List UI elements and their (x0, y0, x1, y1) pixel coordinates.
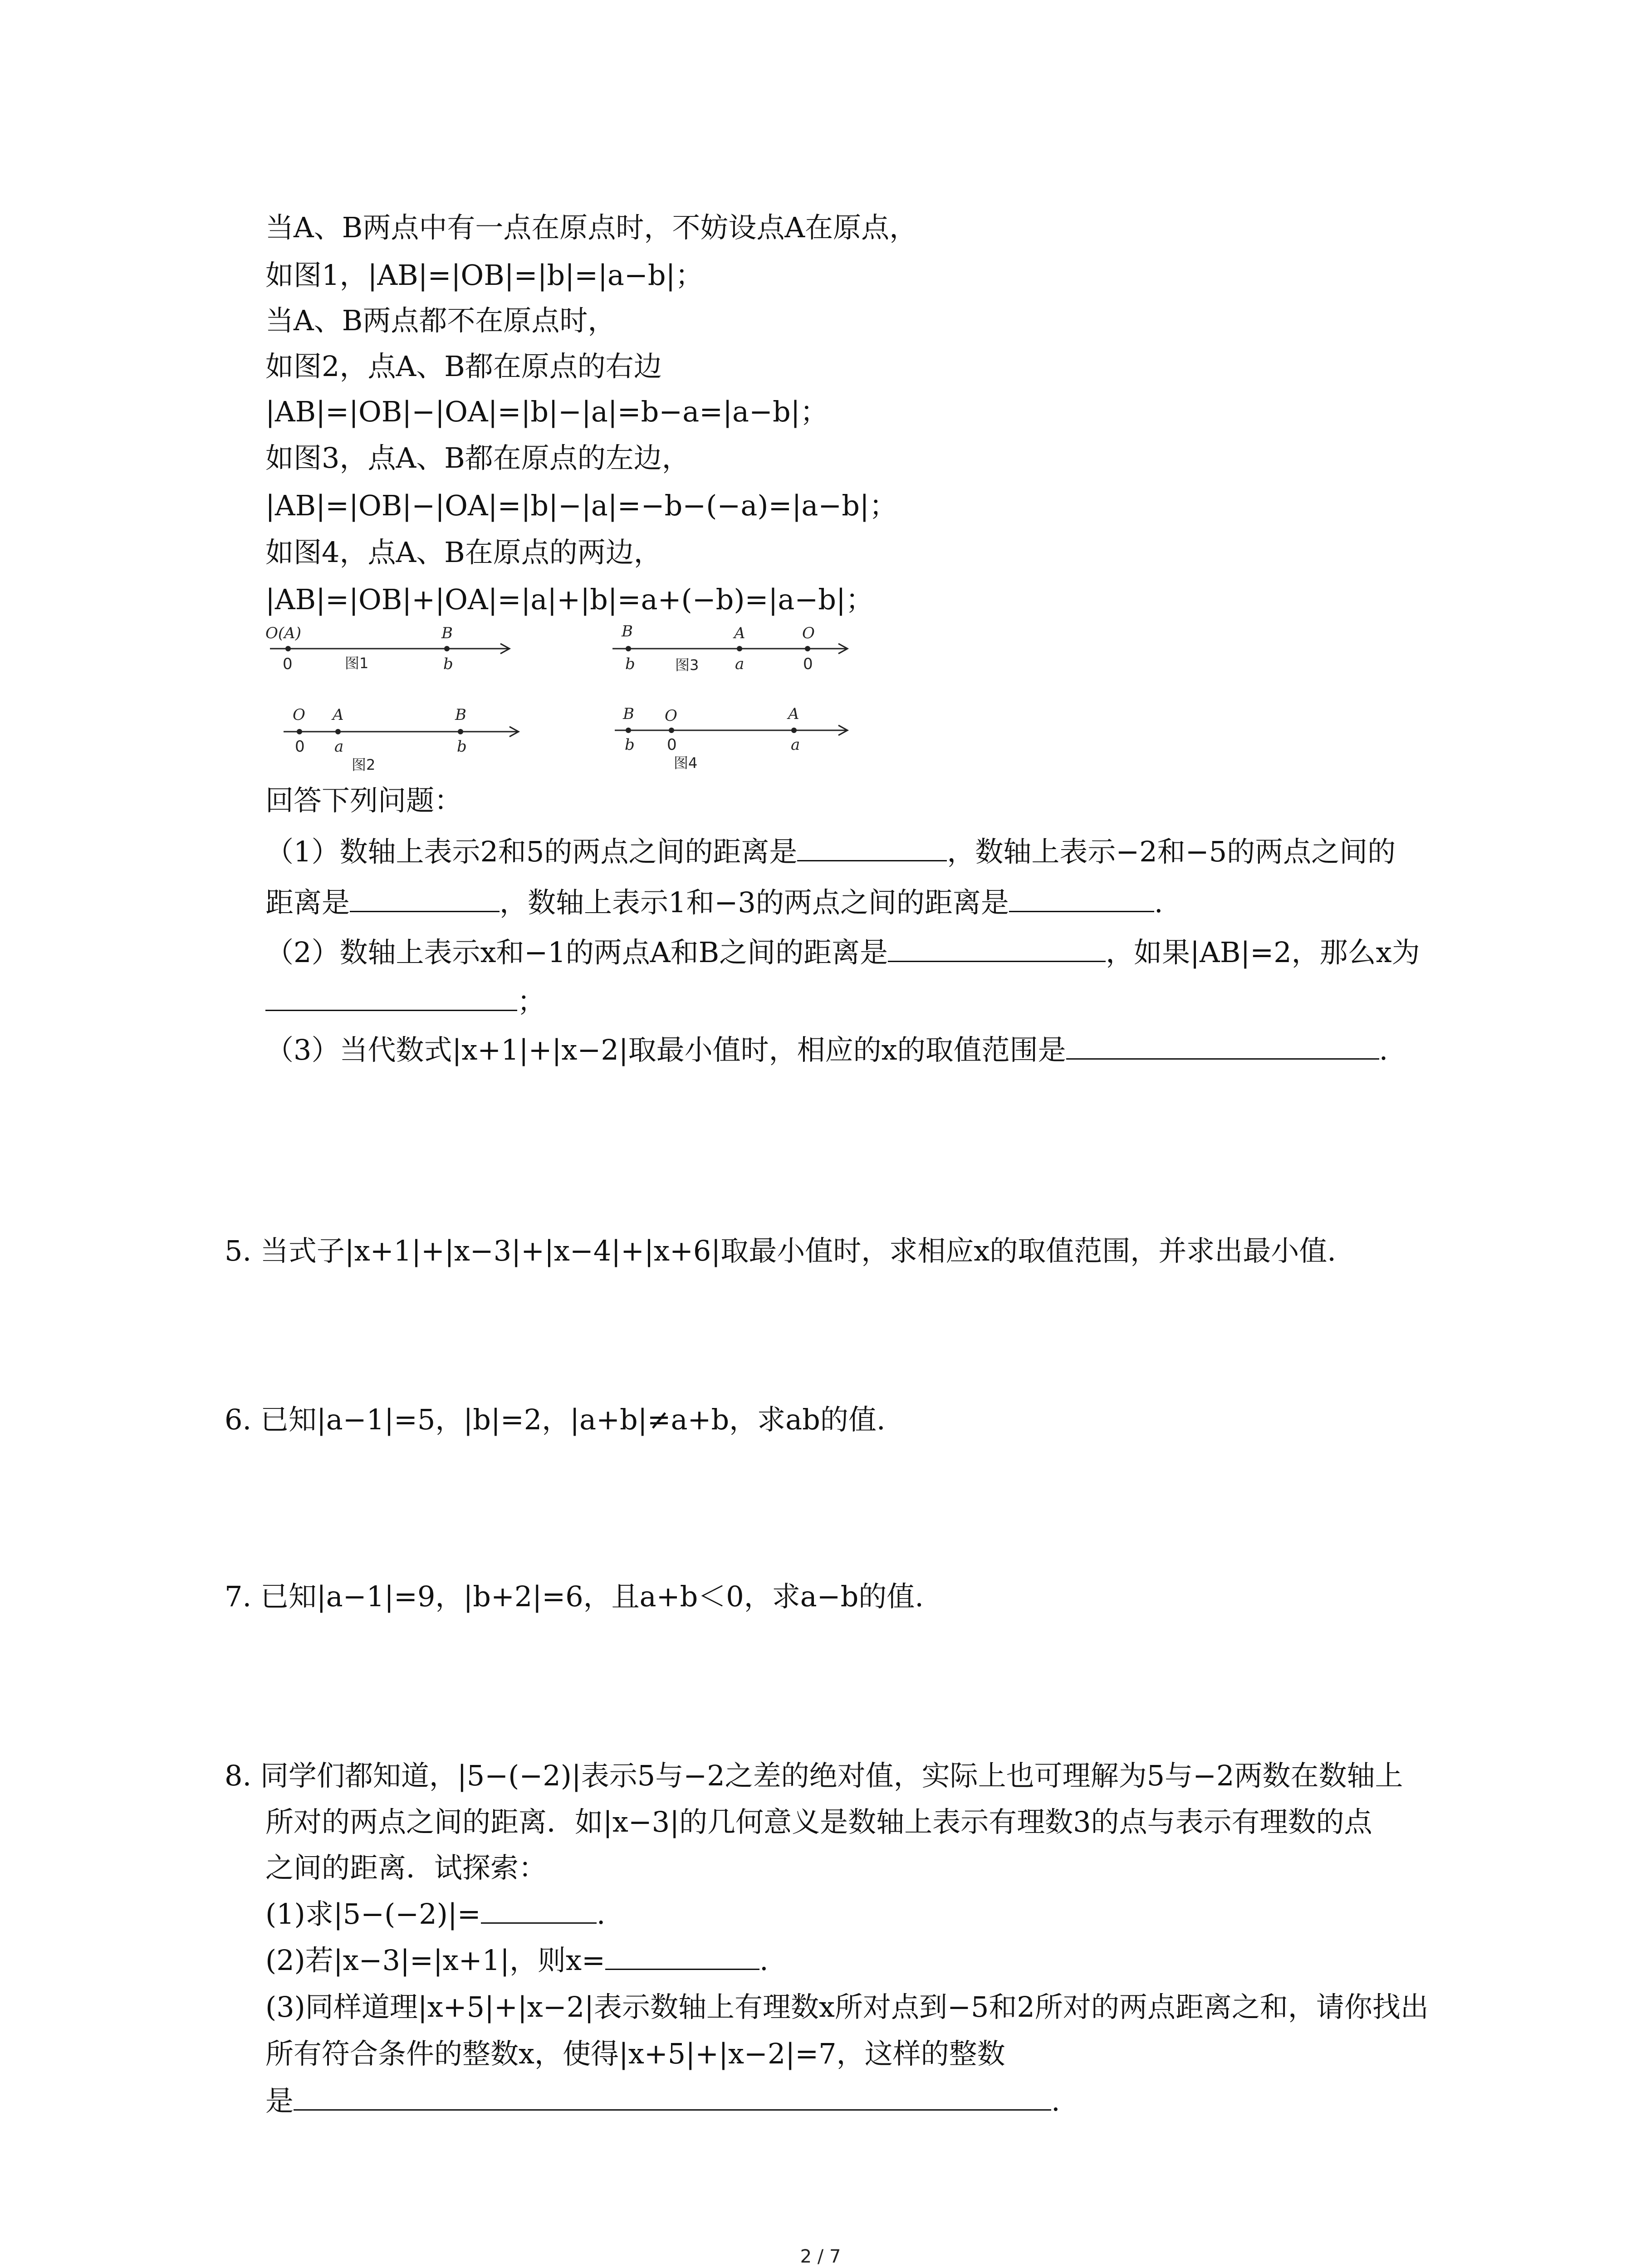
q4-p2-text-c: ； (517, 985, 546, 1018)
q4-part2-line2 (265, 983, 545, 1020)
fig1-label-b-value: b (443, 655, 453, 673)
q4-part1-line2 (265, 885, 1163, 921)
fig1-point-origin (285, 646, 291, 651)
fig1-caption: 图1 (345, 655, 369, 672)
q4-p2-answer-blank-1[interactable] (888, 935, 1106, 962)
q4-p1-answer-blank-1[interactable] (797, 835, 947, 861)
q4-p1-text-d: ，数轴上表示1和−3的两点之间的距离是 (500, 886, 1009, 919)
q4-p1-text-a: （1）数轴上表示2和5的两点之间的距离是 (265, 835, 798, 868)
intro-line-2: 如图1，|AB|=|OB|=|b|=|a−b|； (265, 259, 704, 292)
fig2-caption: 图2 (352, 756, 376, 773)
fig4-label-a-value: a (791, 736, 800, 754)
fig4-label-b-value: b (625, 736, 635, 754)
fig2-label-a-value: a (334, 738, 344, 756)
intro-line-4: 如图2，点A、B都在原点的右边 (265, 350, 662, 383)
q8-part2-line (265, 1942, 769, 1979)
fig3-label-b-value: b (625, 655, 635, 673)
figure-1 (265, 624, 519, 684)
fig2-label-b-value: b (457, 738, 467, 756)
question-6: 6. 已知|a−1|=5，|b|=2，|a+b|≠a+b，求ab的值. (225, 1403, 886, 1436)
q8-p1-answer-blank[interactable] (481, 1897, 597, 1924)
question-8-line-3: 之间的距离．试探索： (265, 1851, 547, 1884)
fig1-label-zero: 0 (283, 655, 293, 673)
q8-part3-line-1: (3)同样道理|x+5|+|x−2|表示数轴上有理数x所对点到−5和2所对的两点距离之和，请你找出 (265, 1990, 1429, 2024)
q4-p1-answer-blank-2[interactable] (350, 885, 500, 912)
fig4-point-a (791, 728, 797, 733)
page-number: 2 / 7 (800, 2246, 841, 2267)
q4-p1-text-e: . (1154, 886, 1163, 919)
fig1-label-b: B (441, 624, 453, 642)
q8-p2-text-b: . (759, 1944, 769, 1977)
fig2-label-b: B (455, 706, 466, 724)
fig1-point-b (444, 646, 450, 651)
q8-part3-line-3 (265, 2083, 1060, 2119)
q4-p3-answer-blank[interactable] (1066, 1033, 1379, 1060)
q4-p2-text-a: （2）数轴上表示x和−1的两点A和B之间的距离是 (265, 936, 888, 969)
q8-p2-text-a: (2)若|x−3|=|x+1|，则x= (265, 1944, 605, 1977)
q4-p3-text-b: . (1379, 1033, 1388, 1066)
q4-p2-text-b: ，如果|AB|=2，那么x为 (1106, 936, 1420, 969)
fig3-label-zero: 0 (803, 655, 813, 673)
fig1-label-oa: O(A) (265, 624, 301, 642)
fig3-caption: 图3 (675, 656, 699, 674)
fig3-label-b: B (622, 622, 633, 640)
fig3-point-b (626, 646, 631, 651)
q8-p3-text-d: . (1051, 2084, 1060, 2117)
question-8-line-2: 所对的两点之间的距离．如|x−3|的几何意义是数轴上表示有理数3的点与表示有理数的点 (265, 1805, 1372, 1838)
q8-p3-text-c: 是 (265, 2084, 294, 2117)
fig2-point-b (458, 729, 463, 734)
q8-part1-line (265, 1896, 605, 1932)
q8-p1-text-b: . (596, 1897, 606, 1931)
question-5: 5. 当式子|x+1|+|x−3|+|x−4|+|x+6|取最小值时，求相应x的取值范围，并求出最小值. (225, 1234, 1336, 1267)
fig2-label-zero: 0 (295, 738, 305, 756)
q4-part2-line1 (265, 934, 1420, 971)
fig4-label-o: O (665, 707, 677, 725)
q4-p2-answer-blank-2[interactable] (265, 984, 517, 1011)
fig4-point-o (669, 728, 674, 733)
fig2-point-a (335, 729, 341, 734)
fig3-point-a (737, 646, 742, 651)
q4-p1-text-b: ，数轴上表示−2和−5的两点之间的 (947, 835, 1396, 868)
fig3-label-a: A (734, 624, 745, 642)
intro-line-9: |AB|=|OB|+|OA|=|a|+|b|=a+(−b)=|a−b|； (265, 583, 874, 616)
intro-line-7: |AB|=|OB|−|OA|=|b|−|a|=−b−(−a)=|a−b|； (265, 489, 897, 522)
fig4-label-zero: 0 (667, 736, 677, 754)
q8-part3-line-2: 所有符合条件的整数x，使得|x+5|+|x−2|=7，这样的整数 (265, 2037, 1005, 2070)
figure-2 (279, 706, 533, 780)
question-8-line-1: 8. 同学们都知道，|5−(−2)|表示5与−2之差的绝对值，实际上也可理解为5与−2两数在数轴上 (225, 1759, 1403, 1792)
fig2-label-a: A (333, 706, 344, 724)
intro-line-6: 如图3，点A、B都在原点的左边， (265, 441, 690, 474)
q4-p1-answer-blank-3[interactable] (1009, 885, 1154, 912)
fig4-point-b (626, 728, 631, 733)
fig3-label-o: O (802, 624, 815, 642)
q4-part3-line (265, 1032, 1388, 1068)
q8-p2-answer-blank[interactable] (605, 1943, 759, 1970)
figure-4 (610, 705, 864, 775)
fig3-point-o (805, 646, 810, 651)
intro-line-1: 当A、B两点中有一点在原点时，不妨设点A在原点， (265, 211, 918, 244)
q4-heading: 回答下列问题： (265, 784, 463, 817)
q8-p3-answer-blank[interactable] (294, 2084, 1051, 2111)
q4-p3-text-a: （3）当代数式|x+1|+|x−2|取最小值时，相应的x的取值范围是 (265, 1033, 1066, 1066)
q4-part1-line1 (265, 834, 1396, 870)
figure-3 (608, 619, 862, 684)
fig4-label-a: A (788, 705, 799, 723)
fig4-label-b: B (623, 705, 634, 723)
q4-p1-text-c: 距离是 (265, 886, 350, 919)
fig4-caption: 图4 (674, 754, 698, 772)
fig2-label-o: O (293, 706, 305, 724)
fig3-label-a-value: a (735, 655, 745, 673)
q8-p1-text-a: (1)求|5−(−2)|= (265, 1897, 481, 1931)
fig2-point-o (297, 729, 302, 734)
intro-line-8: 如图4，点A、B在原点的两边， (265, 536, 662, 569)
intro-line-3: 当A、B两点都不在原点时， (265, 304, 616, 337)
intro-line-5: |AB|=|OB|−|OA|=|b|−|a|=b−a=|a−b|； (265, 395, 828, 428)
question-7: 7. 已知|a−1|=9，|b+2|=6，且a+b＜0，求a−b的值. (225, 1580, 924, 1613)
